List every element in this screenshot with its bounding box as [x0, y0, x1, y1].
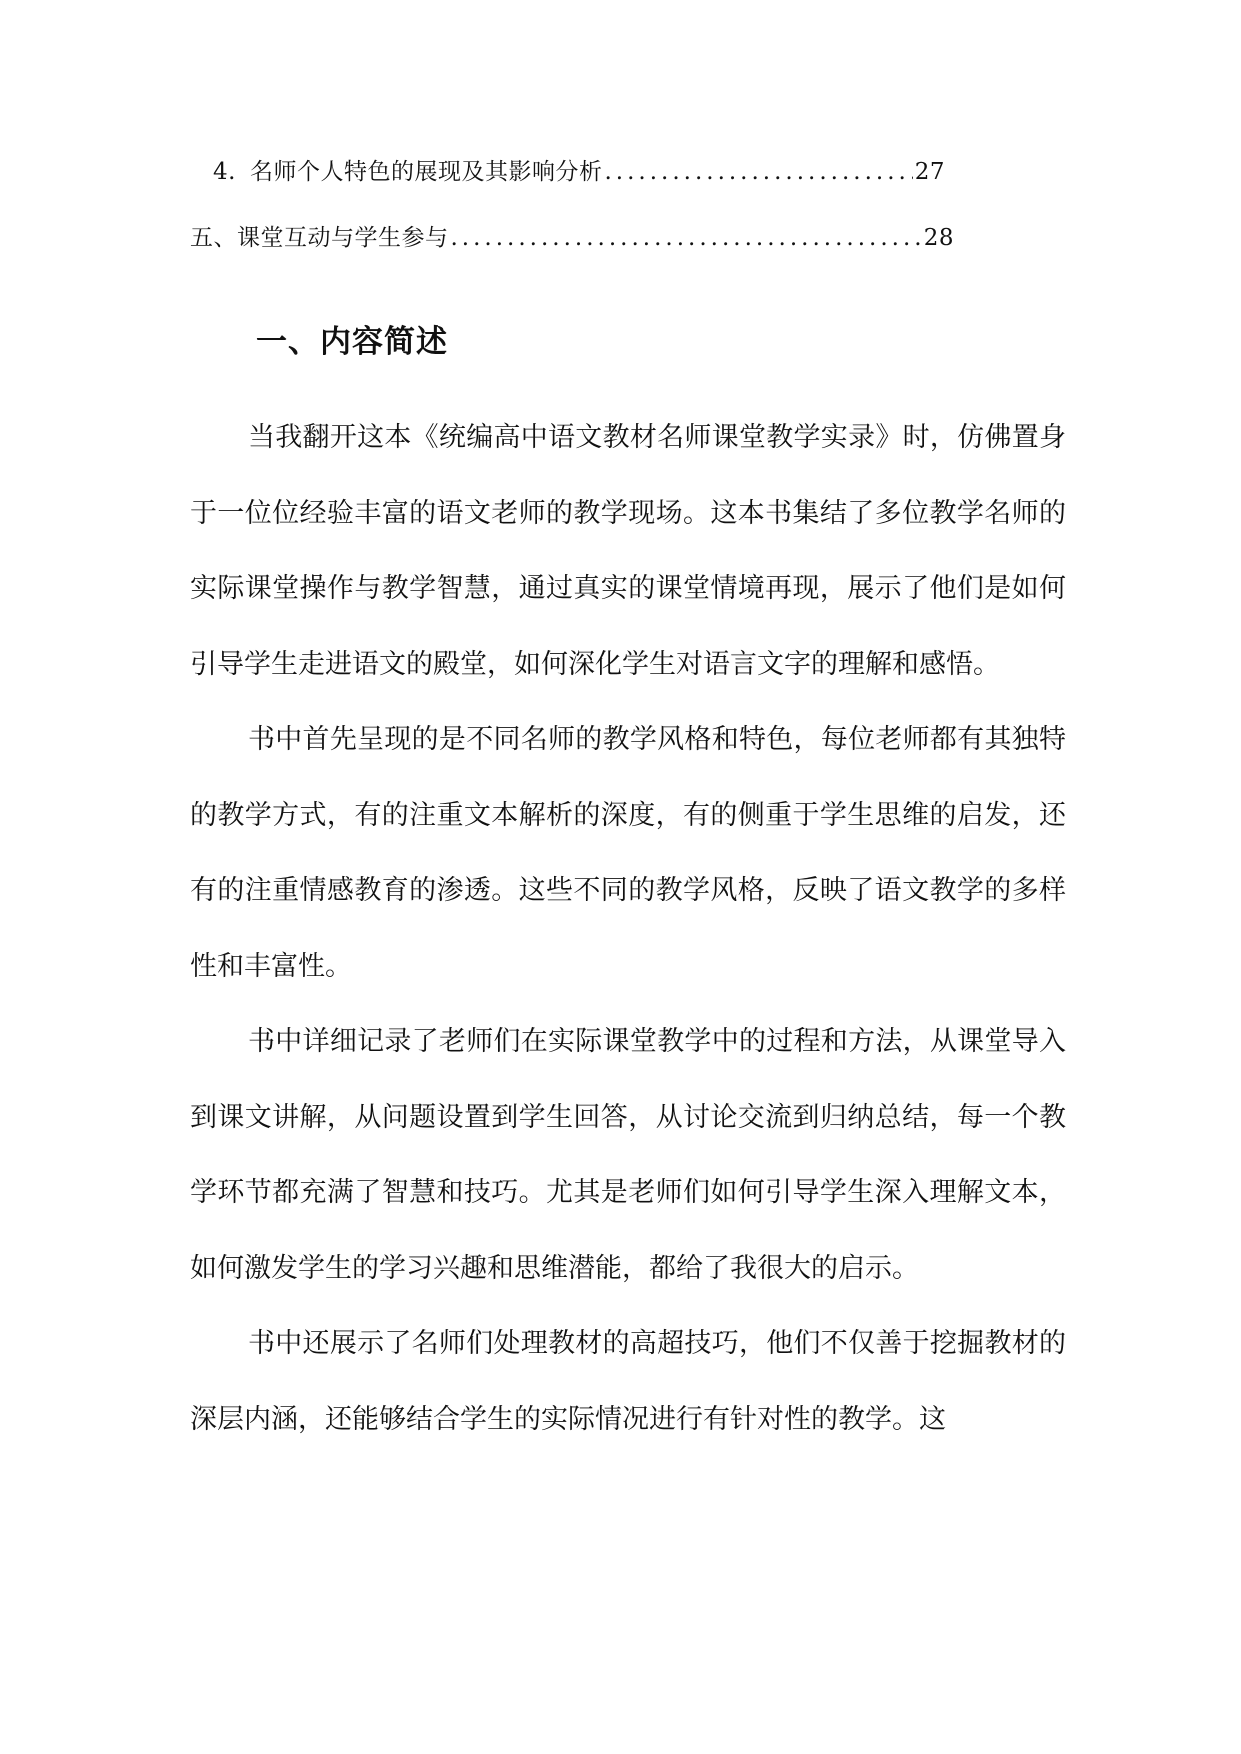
- toc-leader-dots: [451, 225, 922, 251]
- toc-leader-dots: [604, 159, 912, 185]
- toc-entry-number: 4.: [213, 159, 236, 185]
- toc-entry[interactable]: [190, 219, 954, 252]
- paragraph: 书中详细记录了老师们在实际课堂教学中的过程和方法，从课堂导入到课文讲解，从问题设置到学生回答，从讨论交流到归纳总结，每一个教学环节都充满了智慧和技巧。尤其是老师们如何引导学生深入理解文本，如何激发学生的学习兴趣和思维潜能，都给了我很大的启示。: [190, 1026, 1066, 1284]
- toc-entry-title: 名师个人特色的展现及其影响分析: [249, 159, 603, 185]
- toc-entry-page: 27: [914, 159, 945, 185]
- paragraph: 当我翻开这本《统编高中语文教材名师课堂教学实录》时，仿佛置身于一位位经验丰富的语文老师的教学现场。这本书集结了多位教学名师的实际课堂操作与教学智慧，通过真实的课堂情境再现，展示了他们是如何引导学生走进语文的殿堂，如何深化学生对语言文字的理解和感悟。: [190, 422, 1066, 680]
- toc-entry-page: 28: [923, 225, 954, 251]
- section-heading: 一、内容简述: [256, 324, 448, 360]
- body-text: [190, 400, 1066, 1457]
- toc-entry-title: 五、课堂互动与学生参与: [190, 225, 449, 251]
- paragraph: 书中还展示了名师们处理教材的高超技巧，他们不仅善于挖掘教材的深层内涵，还能够结合学生的实际情况进行有针对性的教学。这: [190, 1328, 1066, 1435]
- paragraph: 书中首先呈现的是不同名师的教学风格和特色，每位老师都有其独特的教学方式，有的注重文本解析的深度，有的侧重于学生思维的启发，还有的注重情感教育的渗透。这些不同的教学风格，反映了语文教学的多样性和丰富性。: [190, 724, 1066, 982]
- toc-entry[interactable]: [213, 153, 945, 186]
